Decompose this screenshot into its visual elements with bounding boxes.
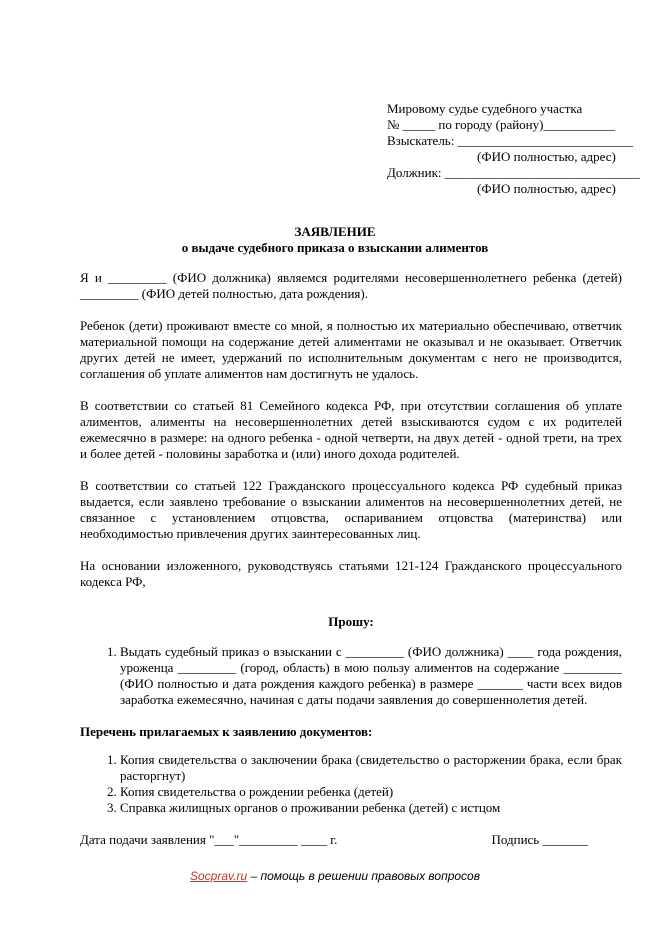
- list-item: 3. Справка жилищных органов о проживании ребенка (детей) с истцом: [120, 800, 622, 816]
- list-item: 1. Выдать судебный приказ о взыскании с _________ (ФИО должника) ____ года рождения, уроженца _________ (город, область) в мою пользу алиментов на содержание _________ (ФИО полностью и дата рождения каждого ребенка) в размере _______ части всех видов заработка ежемесячно, начиная с даты подачи заявления до совершеннолетия детей.: [120, 644, 622, 708]
- title-sub: о выдаче судебного приказа о взыскании алиментов: [181, 240, 489, 255]
- paragraph-basis: На основании изложенного, руководствуясь статьями 121-124 Гражданского процессуального кодекса РФ,: [80, 558, 622, 589]
- paragraph-article-81: В соответствии со статьей 81 Семейного кодекса РФ, при отсутствии соглашения об уплате алиментов, алименты на несовершеннолетних детей взыскиваются судом с их родителей ежемесячно в размере: на одного ребенка - одной четверти, на двух детей - одной трети, на трех и более детей - половины заработка и (или) иного дохода родителей.: [80, 398, 622, 461]
- paragraph-parents: Я и _________ (ФИО должника) являемся родителями несовершеннолетнего ребенка (детей) _________ (ФИО детей полностью, дата рождения).: [80, 270, 622, 301]
- promo-text: – помощь в решении правовых вопросов: [247, 869, 480, 883]
- claimant-hint: (ФИО полностью, адрес): [477, 149, 616, 164]
- paragraph-article-122: В соответствии со статьей 122 Гражданского процессуального кодекса РФ судебный приказ выдается, если заявлено требование о взыскании алиментов на несовершеннолетних детей, не связанное с установлением отцовства, оспариванием отцовства (материнства) или необходимостью привлечения других заинтересованных лиц.: [80, 478, 622, 541]
- claimant-line: Взыскатель: ___________________________: [387, 133, 634, 148]
- paragraph-support: Ребенок (дети) проживают вместе со мной, я полностью их материально обеспечиваю, ответчик материальной помощи на содержание детей алиментами не оказывал и не оказывает. Ответчик других детей не имеет, удержаний по исполнительным документам с него не производится, соглашения об уплате алиментов нам достигнуть не удалось.: [80, 318, 622, 381]
- filing-date-label: Дата подачи заявления "___"_________ ____ г.: [80, 832, 338, 847]
- promo-footer: [0, 868, 670, 884]
- request-list: [80, 644, 622, 708]
- addressee-line: Мировому судье судебного участка: [387, 101, 583, 116]
- site-link[interactable]: Socprav.ru: [190, 869, 248, 883]
- debtor-hint: (ФИО полностью, адрес): [477, 181, 616, 196]
- document-title: [0, 224, 670, 256]
- attachments-list: [80, 752, 622, 816]
- signature-row: [80, 832, 588, 848]
- debtor-line: Должник: ______________________________: [387, 165, 640, 180]
- title-main: ЗАЯВЛЕНИЕ: [294, 224, 376, 239]
- list-item: 1. Копия свидетельства о заключении брака (свидетельство о расторжении брака, если брак расторгнут): [120, 752, 622, 784]
- addressee-block: [387, 101, 640, 197]
- document-body: [80, 270, 622, 828]
- attachments-heading: Перечень прилагаемых к заявлению документов:: [80, 724, 373, 739]
- request-heading: Прошу:: [328, 614, 374, 629]
- list-item: 2. Копия свидетельства о рождении ребенка (детей): [120, 784, 622, 800]
- signature-label: Подпись _______: [491, 832, 588, 847]
- court-number-line: № _____ по городу (району)___________: [387, 117, 615, 132]
